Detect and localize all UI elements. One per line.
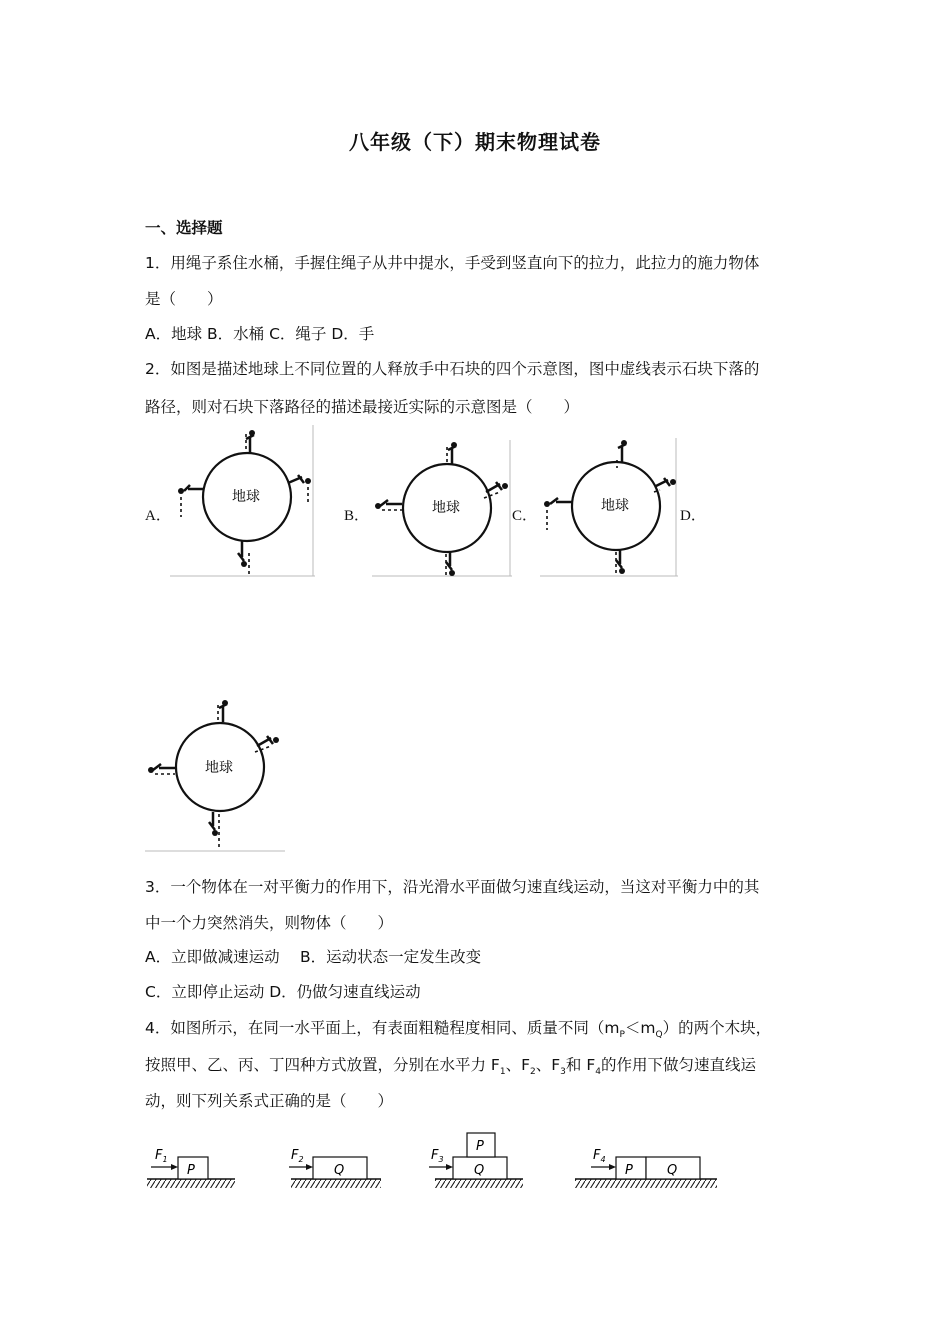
q2-option-b-label: B．	[344, 508, 370, 524]
block-label: Q	[667, 1163, 678, 1178]
q1-stem-line2: 是（ ）	[145, 290, 223, 308]
q4-case-4	[575, 1148, 717, 1188]
force-label: $F_3$	[431, 1148, 444, 1164]
page-title: 八年级（下）期末物理试卷	[349, 130, 601, 154]
q4-stem-line1: 4．如图所示，在同一水平面上，有表面粗糙程度相同、质量不同$(m_P<m_Q)$的两个木块，	[145, 1019, 772, 1041]
block-label: P	[187, 1163, 195, 1178]
q2-option-d-label: D．	[680, 508, 706, 524]
q2-figure-a	[170, 425, 315, 577]
q2-figure-d	[145, 700, 285, 852]
q2-figure-b	[372, 440, 512, 577]
force-label: $F_1$	[155, 1148, 168, 1164]
q1-options: A．地球 B．水桶 C．绳子 D．手	[145, 325, 375, 343]
q2-option-c-label: C．	[512, 508, 538, 524]
earth-label: 地球	[205, 760, 233, 776]
block-label: P	[625, 1163, 633, 1178]
q4-case-3	[429, 1133, 523, 1188]
q2-figure-c	[540, 438, 678, 577]
block-label: Q	[334, 1163, 345, 1178]
q4-case-1	[147, 1148, 235, 1188]
q2-option-a-label: A．	[145, 508, 171, 524]
earth-label: 地球	[432, 500, 460, 516]
q3-stem-line1: 3．一个物体在一对平衡力的作用下，沿光滑水平面做匀速直线运动，当这对平衡力中的其	[145, 878, 760, 896]
q4-figure	[145, 1125, 725, 1191]
q3-stem-line2: 中一个力突然消失，则物体（ ）	[145, 914, 394, 932]
block-label: Q	[474, 1163, 485, 1178]
q4-stem-line2: 按照甲、乙、丙、丁四种方式放置，分别在水平力 $F_1$、$F_2$、$F_3$和 $F_4$的作用下做匀速直线运	[145, 1056, 756, 1078]
q1-stem-line1: 1．用绳子系住水桶，手握住绳子从井中提水，手受到竖直向下的拉力，此拉力的施力物体	[145, 254, 760, 272]
q3-options-ab: A．立即做减速运动 B．运动状态一定发生改变	[145, 948, 482, 966]
earth-label: 地球	[232, 489, 260, 505]
q3-options-cd: C．立即停止运动 D．仍做匀速直线运动	[145, 983, 421, 1001]
q2-stem-line1: 2．如图是描述地球上不同位置的人释放手中石块的四个示意图，图中虚线表示石块下落的	[145, 360, 760, 378]
block-label: P	[476, 1139, 484, 1154]
q4-case-2	[289, 1148, 381, 1188]
section-heading: 一、选择题	[145, 219, 223, 237]
earth-label: 地球	[601, 498, 629, 514]
force-label: $F_4$	[593, 1148, 606, 1164]
q2-stem-line2: 路径，则对石块下落路径的描述最接近实际的示意图是（ ）	[145, 398, 580, 416]
force-label: $F_2$	[291, 1148, 304, 1164]
q4-stem-line3: 动，则下列关系式正确的是（ ）	[145, 1092, 394, 1110]
